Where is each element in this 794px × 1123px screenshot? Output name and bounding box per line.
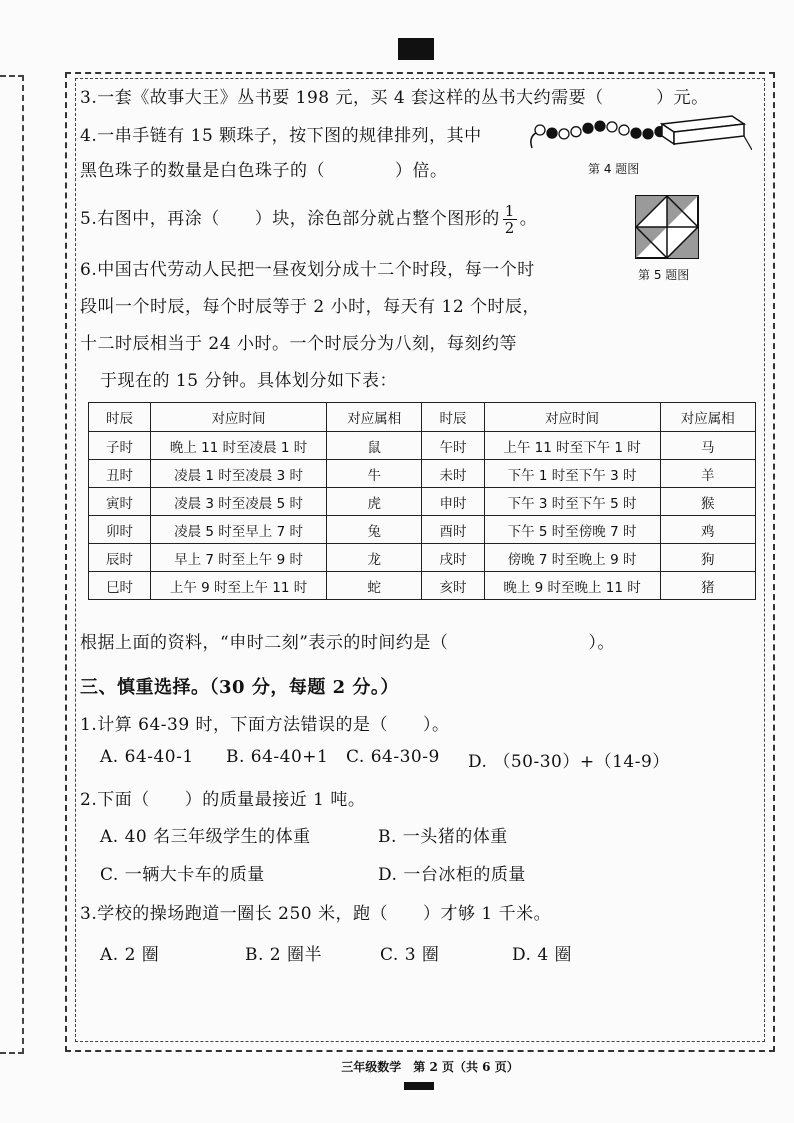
choice-3-option-d: D. 4 圈 [512, 945, 573, 965]
choice-3-option-a: A. 2 圈 [100, 945, 160, 965]
choice-1-option-d: D. （50-30）+（14-9） [468, 752, 670, 772]
choice-2-option-a: A. 40 名三年级学生的体重 [100, 827, 311, 847]
table-cell: 龙 [327, 544, 422, 572]
question-6-line-4: 于现在的 15 分钟。具体划分如下表： [100, 371, 397, 391]
figure-4-label: 第 4 题图 [588, 162, 640, 176]
fraction-one-half [503, 203, 517, 236]
square-diagram [634, 194, 700, 260]
choice-2-option-b: B. 一头猪的体重 [378, 827, 508, 847]
table-cell: 猪 [660, 572, 755, 600]
table-row [89, 544, 756, 572]
table-cell: 酉时 [422, 516, 484, 544]
table-cell: 蛇 [327, 572, 422, 600]
choice-3-option-b: B. 2 圈半 [245, 945, 323, 965]
table-row [89, 572, 756, 600]
question-5 [80, 203, 537, 236]
choice-1-option-c: C. 64-30-9 [346, 747, 440, 767]
white-bead [619, 125, 629, 135]
table-cell: 下午 5 时至傍晚 7 时 [484, 516, 660, 544]
table-row [89, 488, 756, 516]
table-cell: 凌晨 5 时至早上 7 时 [151, 516, 327, 544]
table-cell: 鸡 [660, 516, 755, 544]
black-bead [583, 123, 593, 133]
table-cell: 鼠 [327, 432, 422, 460]
table-cell: 上午 11 时至下午 1 时 [484, 432, 660, 460]
white-bead [607, 122, 617, 132]
question-3: 3.一套《故事大王》丛书要 198 元，买 4 套这样的丛书大约需要（ ）元。 [80, 88, 709, 108]
table-cell: 马 [660, 432, 755, 460]
section-3-title: 三、慎重选择。（30 分，每题 2 分。） [80, 677, 399, 698]
choice-question-2: 2.下面（ ）的质量最接近 1 吨。 [80, 790, 366, 810]
table-cell: 戌时 [422, 544, 484, 572]
table-cell: 晚上 9 时至晚上 11 时 [484, 572, 660, 600]
choice-question-3: 3.学校的操场跑道一圈长 250 米，跑（ ）才够 1 千米。 [80, 904, 552, 924]
figure-5-label: 第 5 题图 [638, 268, 690, 282]
table-cell: 亥时 [422, 572, 484, 600]
question-6-line-3: 十二时辰相当于 24 小时。一个时辰分为八刻，每刻约等 [80, 334, 517, 354]
registration-mark-top [398, 38, 434, 60]
table-cell: 牛 [327, 460, 422, 488]
black-bead [547, 128, 557, 138]
table-header: 对应属相 [327, 403, 422, 432]
black-bead [631, 128, 641, 138]
page-footer: 三年级数学 第 2 页（共 6 页） [341, 1060, 519, 1074]
table-header: 对应属相 [660, 403, 755, 432]
choice-question-1: 1.计算 64-39 时，下面方法错误的是（ ）。 [80, 715, 450, 735]
table-cell: 上午 9 时至上午 11 时 [151, 572, 327, 600]
table-cell: 狗 [660, 544, 755, 572]
table-header: 对应时间 [484, 403, 660, 432]
table-cell: 丑时 [89, 460, 151, 488]
table-cell: 卯时 [89, 516, 151, 544]
white-bead [559, 129, 569, 139]
table-header: 对应时间 [151, 403, 327, 432]
table-header-row [89, 403, 756, 432]
table-row [89, 432, 756, 460]
choice-1-option-a: A. 64-40-1 [100, 747, 194, 767]
fraction-numerator: 1 [504, 202, 515, 220]
table-cell: 虎 [327, 488, 422, 516]
table-header: 时辰 [89, 403, 151, 432]
bracelet-figure [522, 110, 752, 155]
question-6-ask: 根据上面的资料，“申时二刻”表示的时间约是（ ）。 [80, 633, 615, 653]
table-cell: 猴 [660, 488, 755, 516]
registration-mark-bottom [404, 1082, 434, 1090]
white-bead [571, 127, 581, 137]
table-cell: 凌晨 1 时至凌晨 3 时 [151, 460, 327, 488]
choice-3-option-c: C. 3 圈 [380, 945, 440, 965]
question-6-line-2: 段叫一个时辰，每个时辰等于 2 小时，每天有 12 个时辰， [80, 297, 541, 317]
black-bead [595, 121, 605, 131]
table-cell: 兔 [327, 516, 422, 544]
table-cell: 凌晨 3 时至凌晨 5 时 [151, 488, 327, 516]
table-cell: 寅时 [89, 488, 151, 516]
question-4-line-1: 4.一串手链有 15 颗珠子，按下图的规律排列，其中 [80, 126, 482, 146]
question-5-text: 5.右图中，再涂（ ）块，涂色部分就占整个图形的 [80, 209, 500, 229]
table-row [89, 460, 756, 488]
table-cell: 巳时 [89, 572, 151, 600]
table-cell: 辰时 [89, 544, 151, 572]
table-cell: 下午 3 时至下午 5 时 [484, 488, 660, 516]
left-cut-line [0, 75, 24, 1054]
choice-1-option-b: B. 64-40+1 [226, 747, 329, 767]
question-4-line-2: 黑色珠子的数量是白色珠子的（ ）倍。 [80, 161, 448, 181]
table-cell: 早上 7 时至上午 9 时 [151, 544, 327, 572]
question-6-line-1: 6.中国古代劳动人民把一昼夜划分成十二个时段，每一个时 [80, 260, 535, 280]
table-cell: 未时 [422, 460, 484, 488]
table-cell: 午时 [422, 432, 484, 460]
bead-row [535, 121, 665, 139]
table-cell: 羊 [660, 460, 755, 488]
table-row [89, 516, 756, 544]
choice-2-option-d: D. 一台冰柜的质量 [378, 865, 526, 885]
fraction-denominator: 2 [504, 219, 515, 237]
table-cell: 下午 1 时至下午 3 时 [484, 460, 660, 488]
table-header: 时辰 [422, 403, 484, 432]
table-cell: 申时 [422, 488, 484, 516]
box-tail [744, 136, 752, 150]
choice-2-option-c: C. 一辆大卡车的质量 [100, 865, 265, 885]
black-bead [643, 129, 653, 139]
white-bead [535, 125, 545, 135]
table-cell: 傍晚 7 时至晚上 9 时 [484, 544, 660, 572]
question-5-end: 。 [519, 209, 538, 229]
table-cell: 晚上 11 时至凌晨 1 时 [151, 432, 327, 460]
table-cell: 子时 [89, 432, 151, 460]
shichen-table [88, 402, 756, 600]
